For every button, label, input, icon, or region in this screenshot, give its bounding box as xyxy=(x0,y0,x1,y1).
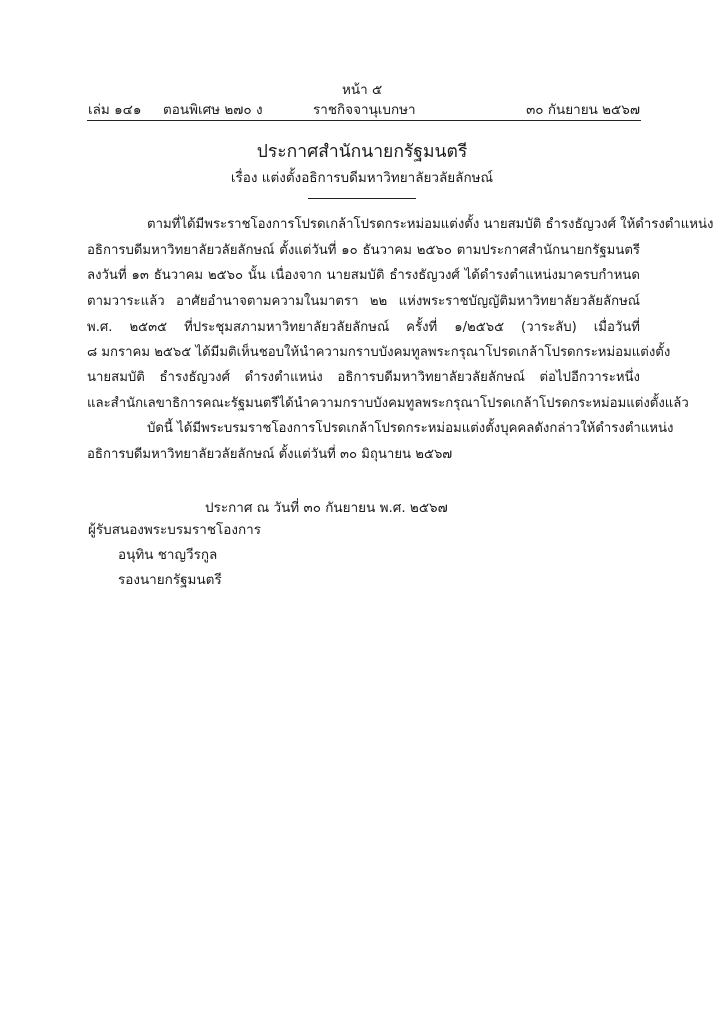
body-line: ลงวันที่ ๑๓ ธันวาคม ๒๕๖๐ นั้น เนื่องจาก นายสมบัติ ธำรงธัญวงศ์ ได้ดำรงตำแหน่งมาครบกำหนด xyxy=(87,268,640,283)
body-line: นายสมบัติ ธำรงธัญวงศ์ ดำรงตำแหน่ง อธิการบดีมหาวิทยาลัยวลัยลักษณ์ ต่อไปอีกวาระหนึ่ง xyxy=(87,370,640,385)
gazette-date: ๓๐ กันยายน ๒๕๖๗ xyxy=(526,102,640,118)
body-line: พ.ศ. ๒๕๓๕ ที่ประชุมสภามหาวิทยาลัยวลัยลักษณ์ ครั้งที่ ๑/๒๕๖๕ (วาระลับ) เมื่อวันที่ xyxy=(87,320,640,335)
body-line: บัดนี้ ได้มีพระบรมราชโองการโปรดเกล้าโปรดกระหม่อมแต่งตั้งบุคคลดังกล่าวให้ดำรงตำแหน่ง xyxy=(147,421,674,436)
header-rule xyxy=(87,120,641,121)
countersign-label: ผู้รับสนองพระบรมราชโองการ xyxy=(88,522,261,538)
body-line: และสำนักเลขาธิการคณะรัฐมนตรีได้นำความกราบบังคมทูลพระกรุณาโปรดเกล้าโปรดกระหม่อมแต่งตั้งแล้ว xyxy=(87,396,689,411)
announcement-date: ประกาศ ณ วันที่ ๓๐ กันยายน พ.ศ. ๒๕๖๗ xyxy=(205,500,448,516)
body-line: ๘ มกราคม ๒๕๖๕ ได้มีมติเห็นชอบให้นำความกราบบังคมทูลพระกรุณาโปรดเกล้าโปรดกระหม่อมแต่งตั้ง xyxy=(87,345,671,360)
announcement-title: ประกาศสำนักนายกรัฐมนตรี xyxy=(256,142,468,162)
page-number: หน้า ๕ xyxy=(342,82,383,98)
section-label: ตอนพิเศษ ๒๗๐ ง xyxy=(163,102,263,118)
title-divider xyxy=(308,198,416,199)
body-line: อธิการบดีมหาวิทยาลัยวลัยลักษณ์ ตั้งแต่วันที่ ๑๐ ธันวาคม ๒๕๖๐ ตามประกาศสำนักนายกรัฐมนตรี xyxy=(87,243,640,258)
signatory-position: รองนายกรัฐมนตรี xyxy=(118,572,222,588)
body-line: ตามวาระแล้ว อาศัยอำนาจตามความในมาตรา ๒๒ แห่งพระราชบัญญัติมหาวิทยาลัยวลัยลักษณ์ xyxy=(87,294,640,309)
signatory-name: อนุทิน ชาญวีรกูล xyxy=(118,547,218,563)
announcement-subject: เรื่อง แต่งตั้งอธิการบดีมหาวิทยาลัยวลัยลักษณ์ xyxy=(230,170,494,186)
body-line: อธิการบดีมหาวิทยาลัยวลัยลักษณ์ ตั้งแต่วันที่ ๓๐ มิถุนายน ๒๕๖๗ xyxy=(87,447,453,462)
gazette-name: ราชกิจจานุเบกษา xyxy=(313,102,416,118)
volume-number: เล่ม ๑๔๑ xyxy=(88,102,142,118)
body-line: ตามที่ได้มีพระราชโองการโปรดเกล้าโปรดกระหม่อมแต่งตั้ง นายสมบัติ ธำรงธัญวงศ์ ให้ดำรงตำแหน่ง xyxy=(147,217,714,232)
